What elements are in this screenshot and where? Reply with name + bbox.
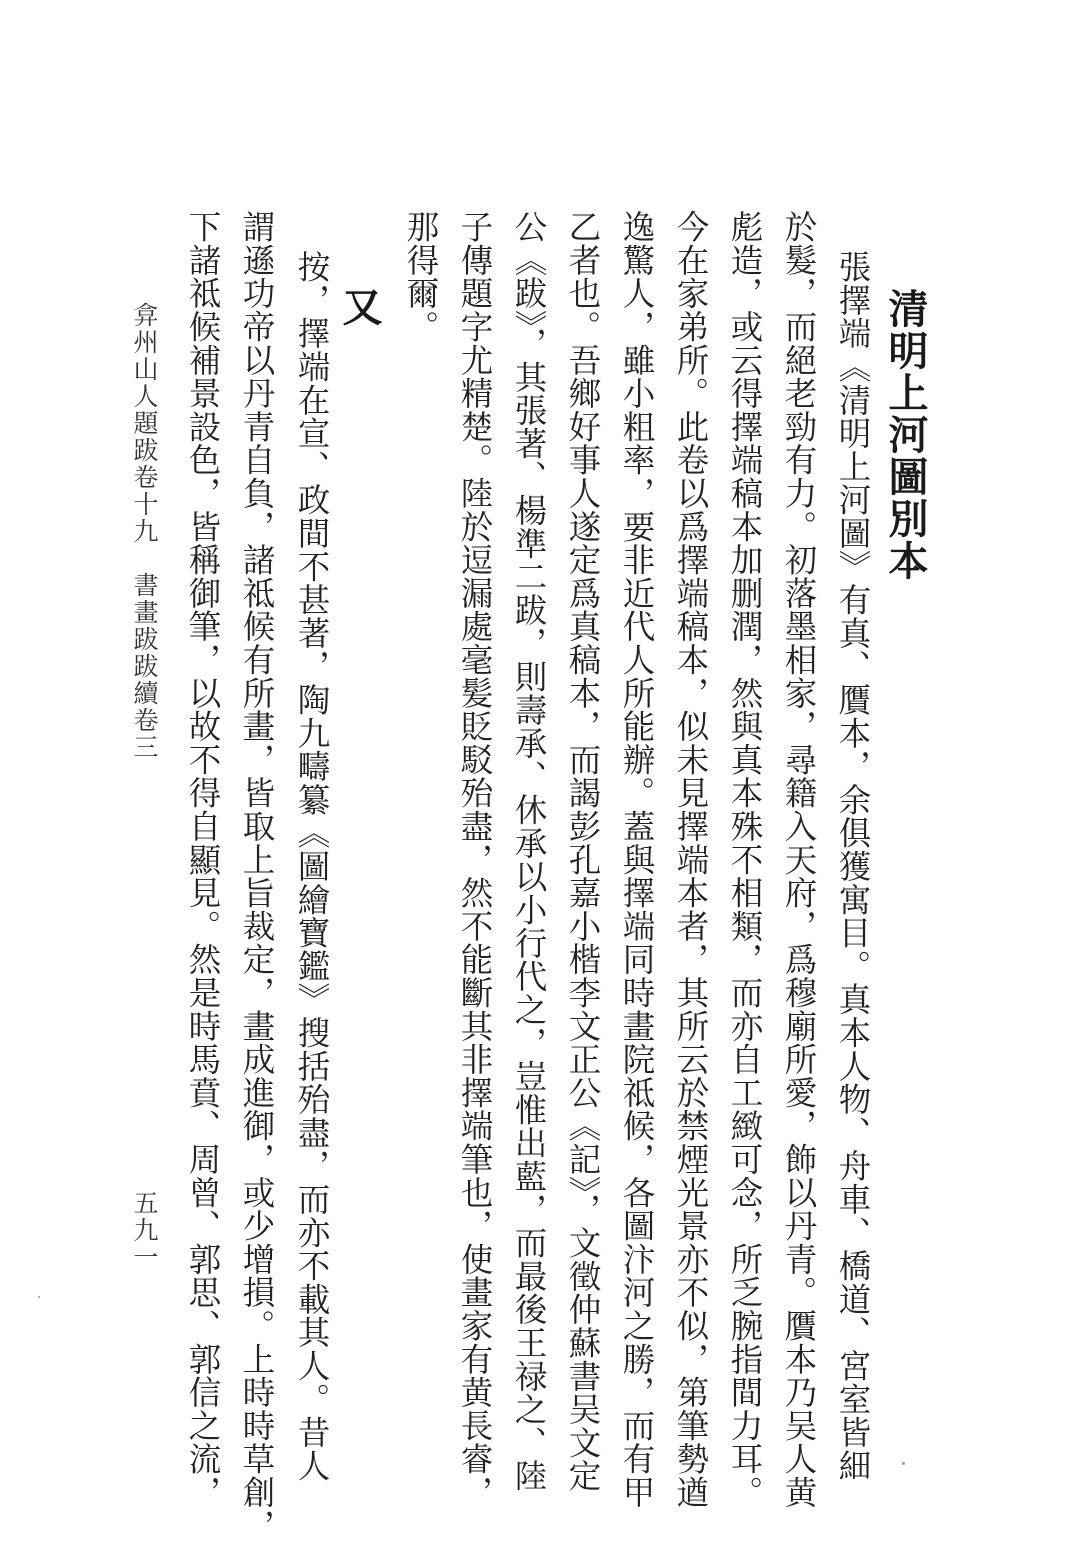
body-line: 謂遜功帝以丹青自負，諸祗候有所畫，皆取上旨裁定，畫成進御，或少增損。上時時草創，	[238, 210, 276, 1542]
running-head: 弇州山人題跋卷十九 書畫跋跋續卷三	[130, 302, 159, 761]
section-title: 又	[336, 286, 383, 326]
body-line: 公《跋》，其張著、楊準二跋，則壽承、休承以小行代之，豈惟出藍，而最後王禄之、陸	[510, 210, 548, 1493]
body-line: 乙者也。吾鄉好事人遂定爲真稿本，而謁彭孔嘉小楷李文正公《記》，文徵仲蘇書吴文定	[564, 210, 602, 1493]
scan-speck	[902, 1462, 905, 1465]
body-line: 於髮，而絕老勁有力。初落墨相家，尋籍入天府，爲穆廟所愛，飾以丹青。贋本乃吴人黄	[780, 210, 818, 1509]
page-number: 五九一	[130, 1190, 159, 1271]
body-line: 那得爾。	[402, 210, 440, 344]
body-line: 子傳題字尤精楚。陸於逗漏處毫髪貶駁殆盡，然不能斷其非擇端筆也，使畫家有黄長睿，	[456, 210, 494, 1509]
section-title: 清明上河圖別本	[882, 288, 929, 582]
body-line: 彪造，或云得擇端稿本加删潤，然與真本殊不相類，而亦自工緻可念，所乏腕指間力耳。	[726, 210, 764, 1509]
body-line: 張擇端《清明上河圖》有真、贋本，余俱獲寓目。真本人物、舟車、橋道、宮室皆細	[834, 250, 872, 1483]
body-line: 逸驚人，雖小粗率，要非近代人所能辦。蓋與擇端同時畫院祗候，各圖汴河之勝，而有甲	[618, 210, 656, 1509]
body-line: 下諸祗候補景設色，皆稱御筆，以故不得自顯見。然是時馬賁、周曾、郭思、郭信之流，	[184, 210, 222, 1509]
body-line: 按，擇端在宣、政間不甚著，陶九疇纂《圖繪寶鑑》搜括殆盡，而亦不載其人。昔人	[293, 250, 331, 1483]
scan-speck	[38, 1296, 40, 1298]
body-line: 今在家弟所。此卷以爲擇端稿本，似未見擇端本者，其所云於禁煙光景亦不似，第筆勢遒	[672, 210, 710, 1509]
